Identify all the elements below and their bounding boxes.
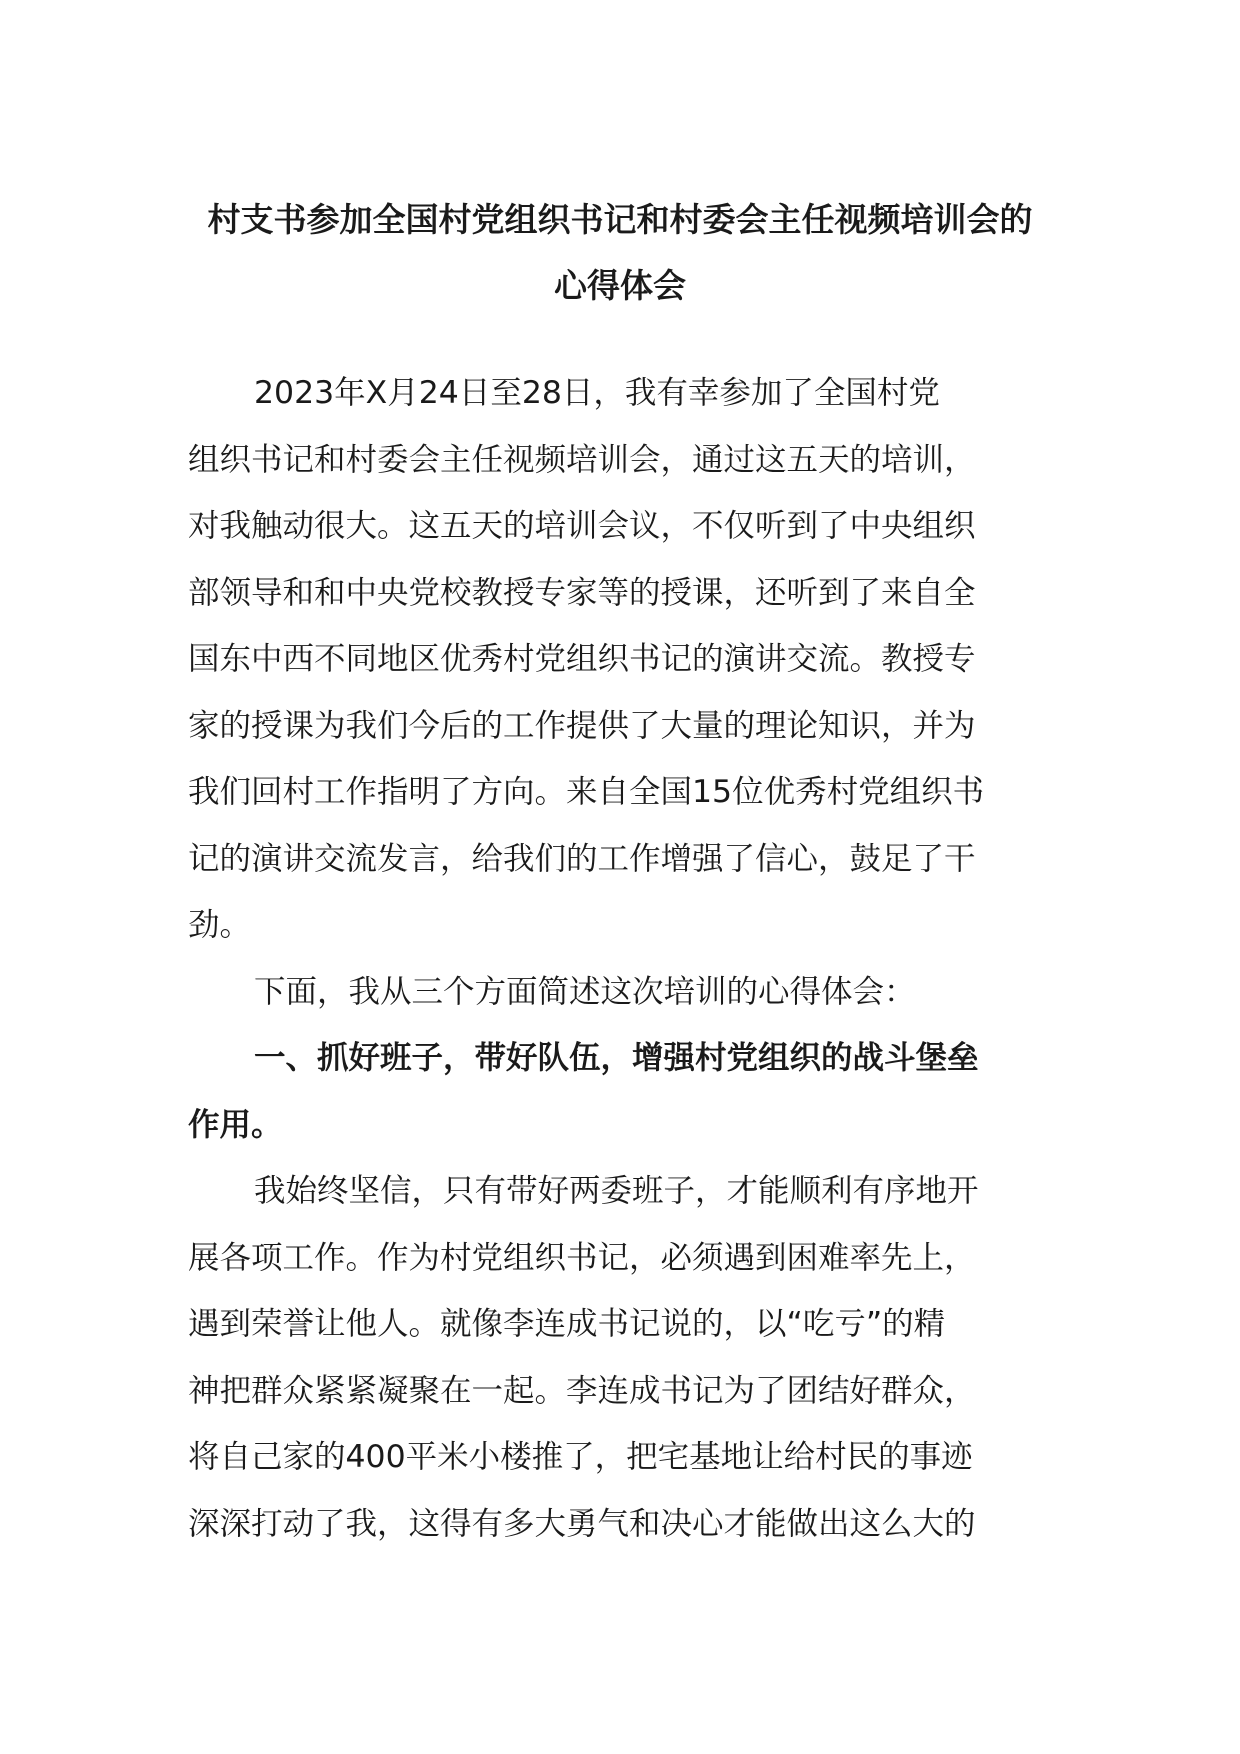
paragraph-3-line-4: 神把群众紧紧凝聚在一起。李连成书记为了团结好群众， [188,1372,976,1409]
paragraph-3-line-5: 将自己家的400平米小楼推了，把宅基地让给村民的事迹 [188,1439,973,1475]
paragraph-3-line-6: 深深打动了我，这得有多大勇气和决心才能做出这么大的 [188,1505,976,1542]
section-heading-line-2: 作用。 [188,1106,283,1143]
paragraph-1-line-3: 对我触动很大。这五天的培训会议，不仅听到了中央组织 [188,508,976,544]
paragraph-1-line-4: 部领导和和中央党校教授专家等的授课，还听到了来自全 [188,574,976,611]
paragraph-2-line-1: 下面，我从三个方面简述这次培训的心得体会： [254,973,916,1010]
paragraph-1-line-9: 劲。 [188,907,252,943]
paragraph-3-line-3: 遇到荣誉让他人。就像李连成书记说的，以“吃亏”的精 [188,1306,946,1342]
section-heading-line-1: 一、抓好班子，带好队伍，增强村党组织的战斗堡垒 [254,1040,979,1076]
paragraph-1-line-2: 组织书记和村委会主任视频培训会，通过这五天的培训， [188,441,976,478]
paragraph-3-line-2: 展各项工作。作为村党组织书记，必须遇到困难率先上， [188,1239,976,1276]
paragraph-1-line-6: 家的授课为我们今后的工作提供了大量的理论知识，并为 [188,707,976,744]
document-body [188,360,1068,1557]
document-title [150,187,1090,319]
paragraph-1-line-7: 我们回村工作指明了方向。来自全国15位优秀村党组织书 [188,774,985,810]
title-line-1: 村支书参加全国村党组织书记和村委会主任视频培训会的 [207,200,1033,239]
paragraph-3-line-1: 我始终坚信，只有带好两委班子，才能顺利有序地开 [254,1173,979,1209]
paragraph-1-line-8: 记的演讲交流发言，给我们的工作增强了信心，鼓足了干 [188,840,976,877]
paragraph-1-line-1: 2023年X月24日至28日，我有幸参加了全国村党 [254,375,940,411]
title-line-2: 心得体会 [554,266,686,305]
paragraph-1-line-5: 国东中西不同地区优秀村党组织书记的演讲交流。教授专 [188,641,976,677]
